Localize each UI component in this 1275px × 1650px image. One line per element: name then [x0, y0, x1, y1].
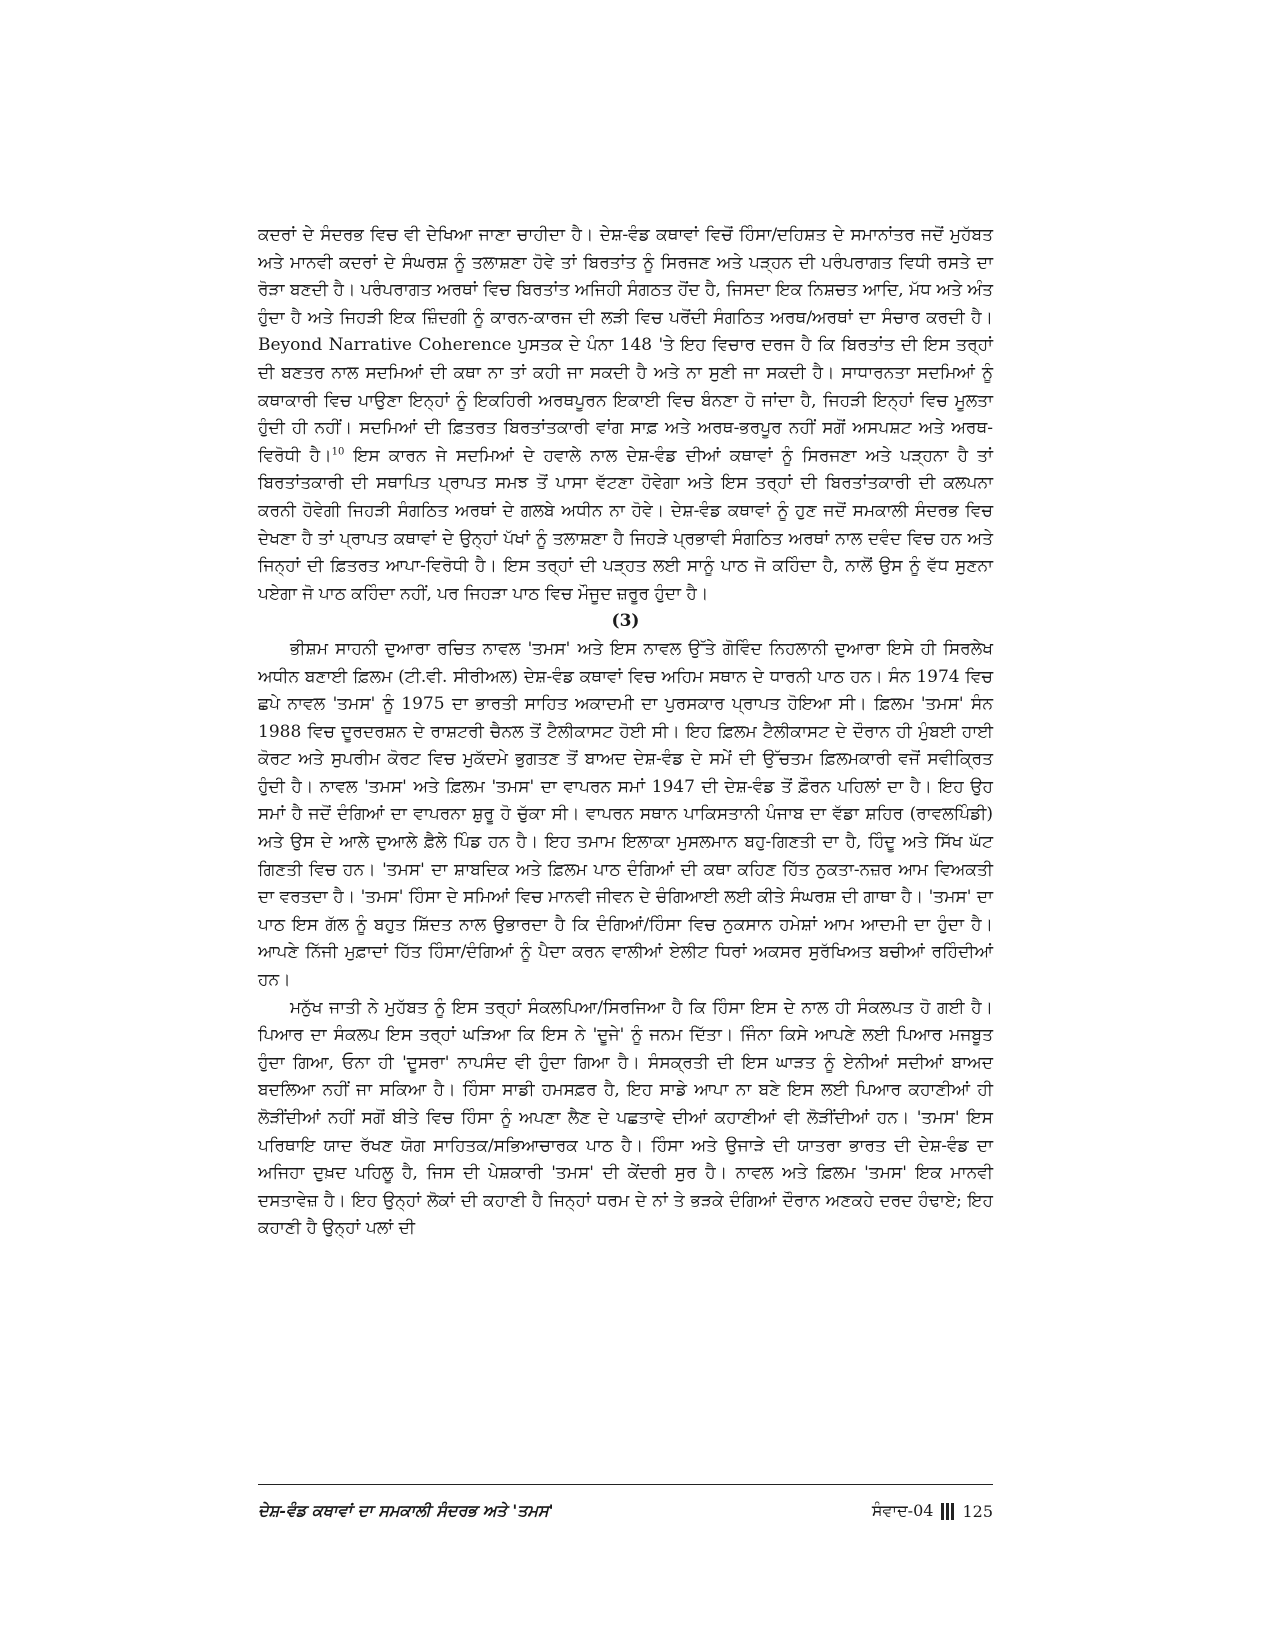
running-title: ਦੇਸ਼-ਵੰਡ ਕਥਾਵਾਂ ਦਾ ਸਮਕਾਲੀ ਸੰਦਰਭ ਅਤੇ 'ਤਮਸ'	[258, 1501, 554, 1520]
paragraph-love-and-violence: ਮਨੁੱਖ ਜਾਤੀ ਨੇ ਮੁਹੱਬਤ ਨੂੰ ਇਸ ਤਰ੍ਹਾਂ ਸੰਕਲਪਿਆ/ਸਿਰਜਿਆ ਹੈ ਕਿ ਹਿੰਸਾ ਇਸ ਦੇ ਨਾਲ ਹੀ ਸੰਕਲਪਤ ਹੋ ਗਈ ਹੈ। ਪਿਆਰ ਦਾ ਸੰਕਲਪ ਇਸ ਤਰ੍ਹਾਂ ਘੜਿਆ ਕਿ ਇਸ ਨੇ 'ਦੂਜੇ' ਨੂੰ ਜਨਮ ਦਿੱਤਾ। ਜਿੰਨਾ ਕਿਸੇ ਆਪਣੇ ਲਈ ਪਿਆਰ ਮਜਬੂਤ ਹੁੰਦਾ ਗਿਆ, ਓਨਾ ਹੀ 'ਦੂਸਰਾ' ਨਾਪਸੰਦ ਵੀ ਹੁੰਦਾ ਗਿਆ ਹੈ। ਸੰਸਕ੍ਰਤੀ ਦੀ ਇਸ ਘਾੜਤ ਨੂੰ ਏਨੀਆਂ ਸਦੀਆਂ ਬਾਅਦ ਬਦਲਿਆ ਨਹੀਂ ਜਾ ਸਕਿਆ ਹੈ। ਹਿੰਸਾ ਸਾਡੀ ਹਮਸਫ਼ਰ ਹੈ, ਇਹ ਸਾਡੇ ਆਪਾ ਨਾ ਬਣੇ ਇਸ ਲਈ ਪਿਆਰ ਕਹਾਣੀਆਂ ਹੀ ਲੋੜੀਂਦੀਆਂ ਨਹੀਂ ਸਗੋਂ ਬੀਤੇ ਵਿਚ ਹਿੰਸਾ ਨੂੰ ਅਪਣਾ ਲੈਣ ਦੇ ਪਛਤਾਵੇ ਦੀਆਂ ਕਹਾਣੀਆਂ ਵੀ ਲੋੜੀਂਦੀਆਂ ਹਨ। 'ਤਮਸ' ਇਸ ਪਰਿਥਾਇ ਯਾਦ ਰੱਖਣ ਯੋਗ ਸਾਹਿਤਕ/ਸਭਿਆਚਾਰਕ ਪਾਠ ਹੈ। ਹਿੰਸਾ ਅਤੇ ਉਜਾੜੇ ਦੀ ਯਾਤਰਾ ਭਾਰਤ ਦੀ ਦੇਸ਼-ਵੰਡ ਦਾ ਅਜਿਹਾ ਦੁਖ਼ਦ ਪਹਿਲੂ ਹੈ, ਜਿਸ ਦੀ ਪੇਸ਼ਕਾਰੀ 'ਤਮਸ' ਦੀ ਕੇਂਦਰੀ ਸੁਰ ਹੈ। ਨਾਵਲ ਅਤੇ ਫ਼ਿਲਮ 'ਤਮਸ' ਇਕ ਮਾਨਵੀ ਦਸਤਾਵੇਜ਼ ਹੈ। ਇਹ ਉਨ੍ਹਾਂ ਲੋਕਾਂ ਦੀ ਕਹਾਣੀ ਹੈ ਜਿਨ੍ਹਾਂ ਧਰਮ ਦੇ ਨਾਂ ਤੇ ਭੜਕੇ ਦੰਗਿਆਂ ਦੌਰਾਨ ਅਣਕਹੇ ਦਰਦ ਹੰਢਾਏ; ਇਹ ਕਹਾਣੀ ਹੈ ਉਨ੍ਹਾਂ ਪਲਾਂ ਦੀ	[258, 997, 993, 1239]
article-body	[258, 222, 993, 1552]
paragraph-text-continued: ਇਸ ਕਾਰਨ ਜੇ ਸਦਮਿਆਂ ਦੇ ਹਵਾਲੇ ਨਾਲ ਦੇਸ਼-ਵੰਡ ਦੀਆਂ ਕਥਾਵਾਂ ਨੂੰ ਸਿਰਜਣਾ ਅਤੇ ਪੜ੍ਹਨਾ ਹੈ ਤਾਂ ਬਿਰਤਾਂਤਕਾਰੀ ਦੀ ਸਥਾਪਿਤ ਪ੍ਰਾਪਤ ਸਮਝ ਤੋਂ ਪਾਸਾ ਵੱਟਣਾ ਹੋਵੇਗਾ ਅਤੇ ਇਸ ਤਰ੍ਹਾਂ ਦੀ ਬਿਰਤਾਂਤਕਾਰੀ ਦੀ ਕਲਪਨਾ ਕਰਨੀ ਹੋਵੇਗੀ ਜਿਹੜੀ ਸੰਗਠਿਤ ਅਰਥਾਂ ਦੇ ਗਲਬੇ ਅਧੀਨ ਨਾ ਹੋਵੇ। ਦੇਸ਼-ਵੰਡ ਕਥਾਵਾਂ ਨੂੰ ਹੁਣ ਜਦੋਂ ਸਮਕਾਲੀ ਸੰਦਰਭ ਵਿਚ ਦੇਖਣਾ ਹੈ ਤਾਂ ਪ੍ਰਾਪਤ ਕਥਾਵਾਂ ਦੇ ਉਨ੍ਹਾਂ ਪੱਖਾਂ ਨੂੰ ਤਲਾਸ਼ਣਾ ਹੈ ਜਿਹੜੇ ਪ੍ਰਭਾਵੀ ਸੰਗਠਿਤ ਅਰਥਾਂ ਨਾਲ ਦਵੰਦ ਵਿਚ ਹਨ ਅਤੇ ਜਿਨ੍ਹਾਂ ਦੀ ਫ਼ਿਤਰਤ ਆਪਾ-ਵਿਰੋਧੀ ਹੈ। ਇਸ ਤਰ੍ਹਾਂ ਦੀ ਪੜ੍ਹਤ ਲਈ ਸਾਨੂੰ ਪਾਠ ਜੋ ਕਹਿੰਦਾ ਹੈ, ਨਾਲੋਂ ਉਸ ਨੂੰ ਵੱਧ ਸੁਣਨਾ ਪਏਗਾ ਜੋ ਪਾਠ ਕਹਿੰਦਾ ਨਹੀਂ, ਪਰ ਜਿਹੜਾ ਪਾਠ ਵਿਚ ਮੌਜੂਦ ਜ਼ਰੂਰ ਹੁੰਦਾ ਹੈ।	[258, 445, 993, 604]
footer-divider	[258, 1484, 993, 1485]
paragraph-tamas-intro: ਭੀਸ਼ਮ ਸਾਹਨੀ ਦੁਆਰਾ ਰਚਿਤ ਨਾਵਲ 'ਤਮਸ' ਅਤੇ ਇਸ ਨਾਵਲ ਉੱਤੇ ਗੋਵਿੰਦ ਨਿਹਲਾਨੀ ਦੁਆਰਾ ਇਸੇ ਹੀ ਸਿਰਲੇਖ ਅਧੀਨ ਬਣਾਈ ਫ਼ਿਲਮ (ਟੀ.ਵੀ. ਸੀਰੀਅਲ) ਦੇਸ਼-ਵੰਡ ਕਥਾਵਾਂ ਵਿਚ ਅਹਿਮ ਸਥਾਨ ਦੇ ਧਾਰਨੀ ਪਾਠ ਹਨ। ਸੰਨ 1974 ਵਿਚ ਛਪੇ ਨਾਵਲ 'ਤਮਸ' ਨੂੰ 1975 ਦਾ ਭਾਰਤੀ ਸਾਹਿਤ ਅਕਾਦਮੀ ਦਾ ਪੁਰਸਕਾਰ ਪ੍ਰਾਪਤ ਹੋਇਆ ਸੀ। ਫ਼ਿਲਮ 'ਤਮਸ' ਸੰਨ 1988 ਵਿਚ ਦੂਰਦਰਸ਼ਨ ਦੇ ਰਾਸ਼ਟਰੀ ਚੈਨਲ ਤੋਂ ਟੈਲੀਕਾਸਟ ਹੋਈ ਸੀ। ਇਹ ਫ਼ਿਲਮ ਟੈਲੀਕਾਸਟ ਦੇ ਦੌਰਾਨ ਹੀ ਮੁੰਬਈ ਹਾਈ ਕੋਰਟ ਅਤੇ ਸੁਪਰੀਮ ਕੋਰਟ ਵਿਚ ਮੁਕੱਦਮੇ ਭੁਗਤਣ ਤੋਂ ਬਾਅਦ ਦੇਸ਼-ਵੰਡ ਦੇ ਸਮੇਂ ਦੀ ਉੱਚਤਮ ਫ਼ਿਲਮਕਾਰੀ ਵਜੋਂ ਸਵੀਕ੍ਰਿਤ ਹੁੰਦੀ ਹੈ। ਨਾਵਲ 'ਤਮਸ' ਅਤੇ ਫ਼ਿਲਮ 'ਤਮਸ' ਦਾ ਵਾਪਰਨ ਸਮਾਂ 1947 ਦੀ ਦੇਸ਼-ਵੰਡ ਤੋਂ ਫ਼ੌਰਨ ਪਹਿਲਾਂ ਦਾ ਹੈ। ਇਹ ਉਹ ਸਮਾਂ ਹੈ ਜਦੋਂ ਦੰਗਿਆਂ ਦਾ ਵਾਪਰਨਾ ਸ਼ੁਰੂ ਹੋ ਚੁੱਕਾ ਸੀ। ਵਾਪਰਨ ਸਥਾਨ ਪਾਕਿਸਤਾਨੀ ਪੰਜਾਬ ਦਾ ਵੱਡਾ ਸ਼ਹਿਰ (ਰਾਵਲਪਿੰਡੀ) ਅਤੇ ਉਸ ਦੇ ਆਲੇ ਦੁਆਲੇ ਫ਼ੈਲੇ ਪਿੰਡ ਹਨ ਹੈ। ਇਹ ਤਮਾਮ ਇਲਾਕਾ ਮੁਸਲਮਾਨ ਬਹੁ-ਗਿਣਤੀ ਦਾ ਹੈ, ਹਿੰਦੂ ਅਤੇ ਸਿੱਖ ਘੱਟ ਗਿਣਤੀ ਵਿਚ ਹਨ। 'ਤਮਸ' ਦਾ ਸ਼ਾਬਦਿਕ ਅਤੇ ਫ਼ਿਲਮ ਪਾਠ ਦੰਗਿਆਂ ਦੀ ਕਥਾ ਕਹਿਣ ਹਿੱਤ ਨੁਕਤਾ-ਨਜ਼ਰ ਆਮ ਵਿਅਕਤੀ ਦਾ ਵਰਤਦਾ ਹੈ। 'ਤਮਸ' ਹਿੰਸਾ ਦੇ ਸਮਿਆਂ ਵਿਚ ਮਾਨਵੀ ਜੀਵਨ ਦੇ ਚੰਗਿਆਈ ਲਈ ਕੀਤੇ ਸੰਘਰਸ਼ ਦੀ ਗਾਥਾ ਹੈ। 'ਤਮਸ' ਦਾ ਪਾਠ ਇਸ ਗੱਲ ਨੂੰ ਬਹੁਤ ਸ਼ਿੱਦਤ ਨਾਲ ਉਭਾਰਦਾ ਹੈ ਕਿ ਦੰਗਿਆਂ/ਹਿੰਸਾ ਵਿਚ ਨੁਕਸਾਨ ਹਮੇਸ਼ਾਂ ਆਮ ਆਦਮੀ ਦਾ ਹੁੰਦਾ ਹੈ। ਆਪਣੇ ਨਿੱਜੀ ਮੁਫ਼ਾਦਾਂ ਹਿੱਤ ਹਿੰਸਾ/ਦੰਗਿਆਂ ਨੂੰ ਪੈਦਾ ਕਰਨ ਵਾਲੀਆਂ ਏਲੀਟ ਧਿਰਾਂ ਅਕਸਰ ਸੁਰੱਖਿਅਤ ਬਚੀਆਂ ਰਹਿੰਦੀਆਂ ਹਨ।	[258, 638, 993, 991]
footer-meta	[872, 1501, 993, 1521]
paragraph-narrative-coherence	[258, 222, 993, 608]
paragraph-text: ਕਦਰਾਂ ਦੇ ਸੰਦਰਭ ਵਿਚ ਵੀ ਦੇਖਿਆ ਜਾਣਾ ਚਾਹੀਦਾ ਹੈ। ਦੇਸ਼-ਵੰਡ ਕਥਾਵਾਂ ਵਿਚੋਂ ਹਿੰਸਾ/ਦਹਿਸ਼ਤ ਦੇ ਸਮਾਨਾਂਤਰ ਜਦੋਂ ਮੁਹੱਬਤ ਅਤੇ ਮਾਨਵੀ ਕਦਰਾਂ ਦੇ ਸੰਘਰਸ਼ ਨੂੰ ਤਲਾਸ਼ਣਾ ਹੋਵੇ ਤਾਂ ਬਿਰਤਾਂਤ ਨੂੰ ਸਿਰਜਣ ਅਤੇ ਪੜ੍ਹਨ ਦੀ ਪਰੰਪਰਾਗਤ ਵਿਧੀ ਰਸਤੇ ਦਾ ਰੋੜਾ ਬਣਦੀ ਹੈ। ਪਰੰਪਰਾਗਤ ਅਰਥਾਂ ਵਿਚ ਬਿਰਤਾਂਤ ਅਜਿਹੀ ਸੰਗਠਤ ਹੋਂਦ ਹੈ, ਜਿਸਦਾ ਇਕ ਨਿਸ਼ਚਤ ਆਦਿ, ਮੱਧ ਅਤੇ ਅੰਤ ਹੁੰਦਾ ਹੈ ਅਤੇ ਜਿਹੜੀ ਇਕ ਜ਼ਿੰਦਗੀ ਨੂੰ ਕਾਰਨ-ਕਾਰਜ ਦੀ ਲੜੀ ਵਿਚ ਪਰੋਂਦੀ ਸੰਗਠਿਤ ਅਰਥ/ਅਰਥਾਂ ਦਾ ਸੰਚਾਰ ਕਰਦੀ ਹੈ। Beyond Narrative Coherence ਪੁਸਤਕ ਦੇ ਪੰਨਾ 148 'ਤੇ ਇਹ ਵਿਚਾਰ ਦਰਜ ਹੈ ਕਿ ਬਿਰਤਾਂਤ ਦੀ ਇਸ ਤਰ੍ਹਾਂ ਦੀ ਬਣਤਰ ਨਾਲ ਸਦਮਿਆਂ ਦੀ ਕਥਾ ਨਾ ਤਾਂ ਕਹੀ ਜਾ ਸਕਦੀ ਹੈ ਅਤੇ ਨਾ ਸੁਣੀ ਜਾ ਸਕਦੀ ਹੈ। ਸਾਧਾਰਨਤਾ ਸਦਮਿਆਂ ਨੂੰ ਕਥਾਕਾਰੀ ਵਿਚ ਪਾਉਣਾ ਇਨ੍ਹਾਂ ਨੂੰ ਇਕਹਿਰੀ ਅਰਥਪੂਰਨ ਇਕਾਈ ਵਿਚ ਬੰਨਣਾ ਹੋ ਜਾਂਦਾ ਹੈ, ਜਿਹੜੀ ਇਨ੍ਹਾਂ ਵਿਚ ਮੂਲਤਾ ਹੁੰਦੀ ਹੀ ਨਹੀਂ। ਸਦਮਿਆਂ ਦੀ ਫ਼ਿਤਰਤ ਬਿਰਤਾਂਤਕਾਰੀ ਵਾਂਗ ਸਾਫ਼ ਅਤੇ ਅਰਥ-ਭਰਪੂਰ ਨਹੀਂ ਸਗੋਂ ਅਸਪਸ਼ਟ ਅਤੇ ਅਰਥ-ਵਿਰੋਧੀ ਹੈ।	[258, 225, 993, 466]
section-number: (3)	[611, 611, 640, 632]
page-number: 125	[962, 1501, 993, 1521]
separator-bars-icon	[941, 1502, 954, 1520]
page-footer	[258, 1496, 993, 1526]
journal-name: ਸੰਵਾਦ-04	[871, 1501, 934, 1520]
footnote-marker: 10	[331, 446, 345, 458]
